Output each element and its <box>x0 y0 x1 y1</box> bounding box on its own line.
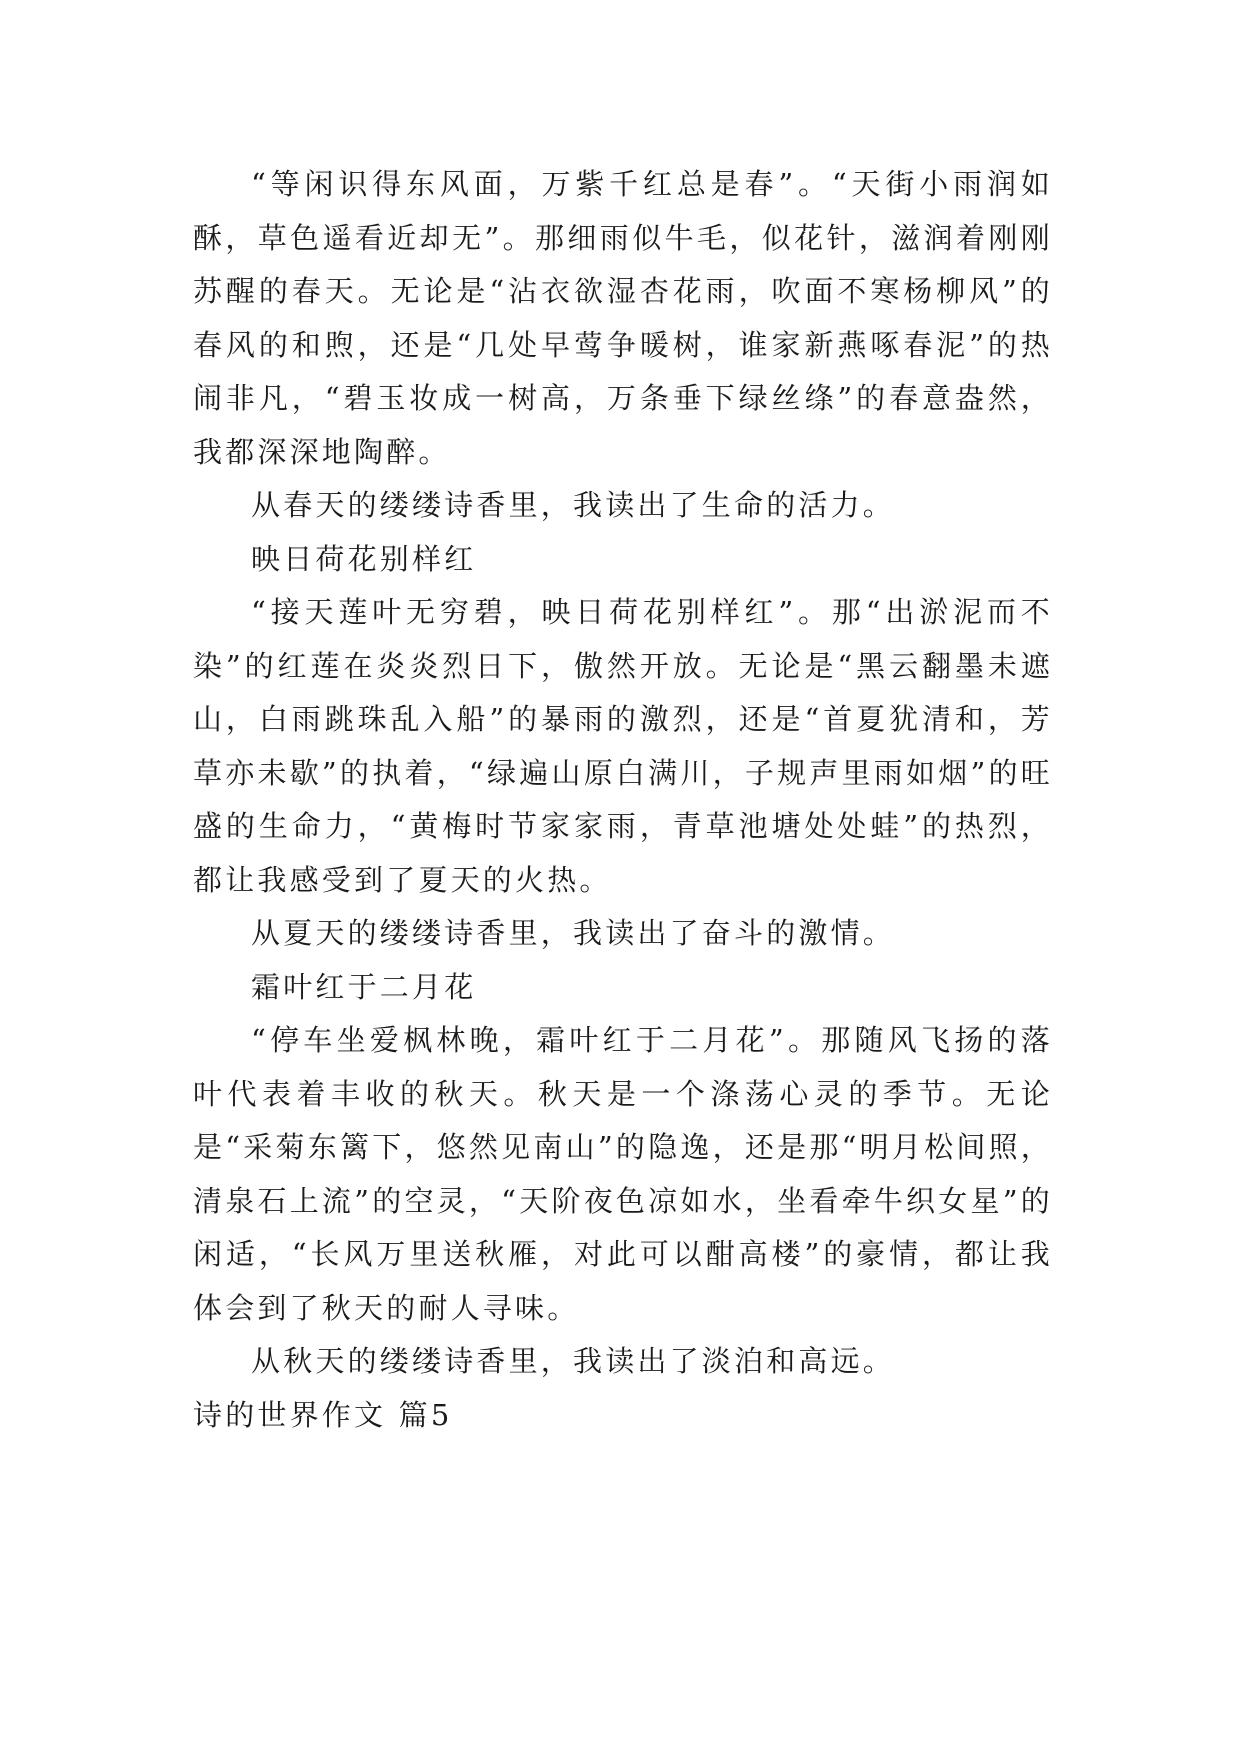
essay-section-title: 诗的世界作文 篇5 <box>193 1397 453 1432</box>
paragraph-spring-conclusion: 从春天的缕缕诗香里，我读出了生命的活力。 <box>251 488 896 522</box>
paragraph-summer-poems: “接天莲叶无穷碧，映日荷花别样红”。那“出淤泥而不染”的红莲在炎炎烈日下，傲然开放。无论是“黑云翻墨未遮山，白雨跳珠乱入船”的暴雨的激烈，还是“首夏犹清和，芳草亦未歇”的执着，“绿遍山原白满川，子规声里雨如烟”的旺盛的生命力，“黄梅时节家家雨，青草池塘处处蛙”的热烈，都让我感受到了夏天的火热。 <box>193 595 1054 897</box>
subheading-autumn: 霜叶红于二月花 <box>251 969 477 1004</box>
paragraph-summer-conclusion: 从夏天的缕缕诗香里，我读出了奋斗的激情。 <box>251 916 896 950</box>
paragraph-autumn-poems: “停车坐爱枫林晚，霜叶红于二月花”。那随风飞扬的落叶代表着丰收的秋天。秋天是一个涤荡心灵的季节。无论是“采菊东篱下，悠然见南山”的隐逸，还是那“明月松间照，清泉石上流”的空灵，“天阶夜色凉如水，坐看牵牛织女星”的闲适，“长风万里送秋雁，对此可以酣高楼”的豪情，都让我体会到了秋天的耐人寻味。 <box>193 1023 1053 1325</box>
document-body <box>193 158 1053 1442</box>
paragraph-autumn-conclusion: 从秋天的缕缕诗香里，我读出了淡泊和高远。 <box>251 1344 896 1378</box>
subheading-summer: 映日荷花别样红 <box>251 541 477 576</box>
paragraph-spring-poems: “等闲识得东风面，万紫千红总是春”。“天街小雨润如酥，草色遥看近却无”。那细雨似牛毛，似花针，滋润着刚刚苏醒的春天。无论是“沾衣欲湿杏花雨，吹面不寒杨柳风”的春风的和煦，还是“几处早莺争暖树，谁家新燕啄春泥”的热闹非凡，“碧玉妆成一树高，万条垂下绿丝绦”的春意盎然，我都深深地陶醉。 <box>193 167 1053 469</box>
